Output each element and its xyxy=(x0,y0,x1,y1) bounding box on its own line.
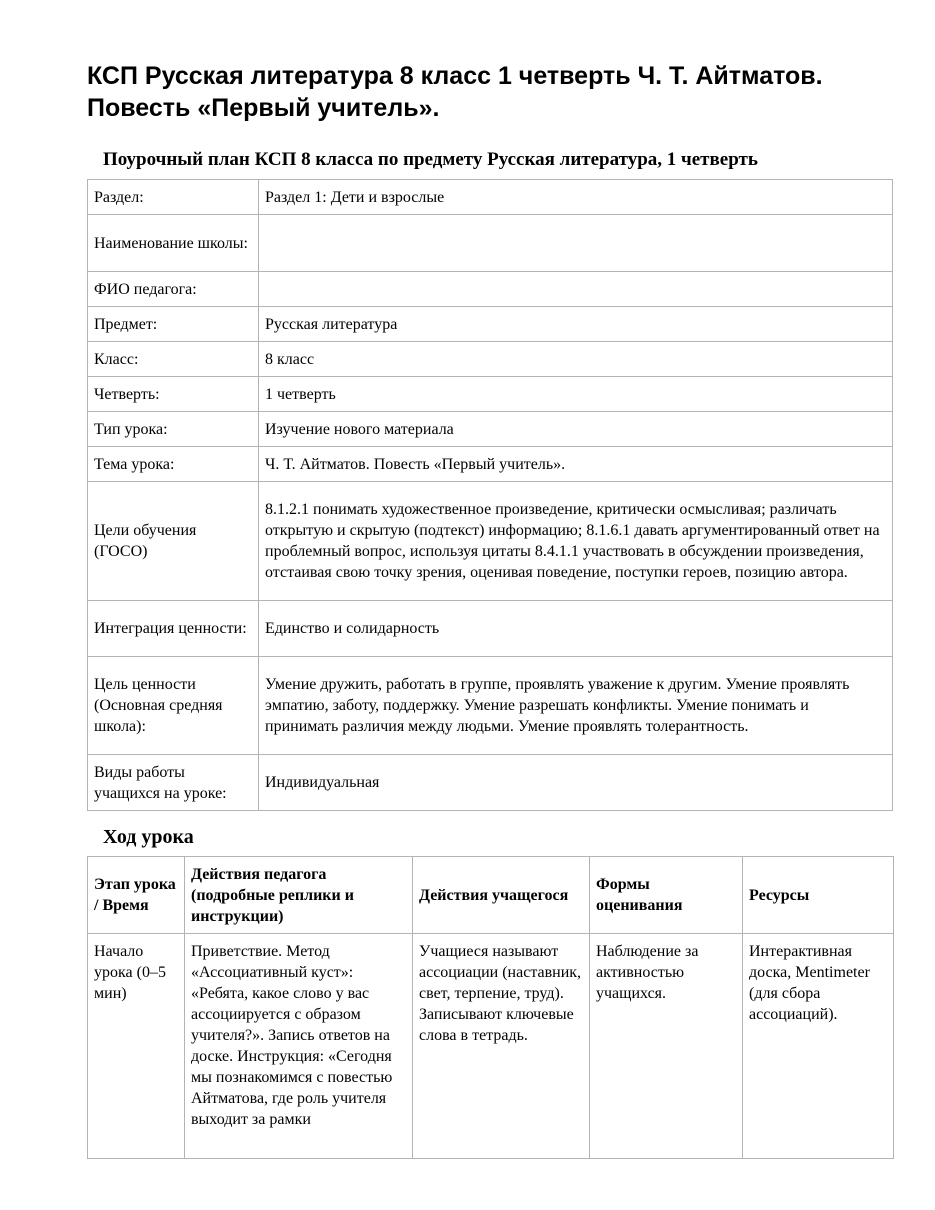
row-label: Наименование школы: xyxy=(88,215,259,272)
cell-student-actions: Учащиеся называют ассоциации (наставник, свет, терпение, труд). Записывают ключевые слова в тетрадь. xyxy=(413,934,590,1159)
table-row xyxy=(88,307,893,342)
row-label: Четверть: xyxy=(88,377,259,412)
row-value: Индивидуальная xyxy=(259,755,893,811)
cell-assessment: Наблюдение за активностью учащихся. xyxy=(590,934,743,1159)
row-value: 8 класс xyxy=(259,342,893,377)
lesson-info-table xyxy=(87,179,893,811)
table-row xyxy=(88,377,893,412)
row-label: ФИО педагога: xyxy=(88,272,259,307)
table-row xyxy=(88,412,893,447)
column-header-resources: Ресурсы xyxy=(743,857,894,934)
row-value xyxy=(259,215,893,272)
row-value: Единство и солидарность xyxy=(259,601,893,657)
table-row xyxy=(88,657,893,755)
column-header-student: Действия учащегося xyxy=(413,857,590,934)
row-value: 8.1.2.1 понимать художественное произведение, критически осмысливая; различать открытую и скрытую (подтекст) информацию; 8.1.6.1 давать аргументированный ответ на проблемный вопрос, используя цитаты 8.4.1.1 участвовать в обсуждении произведения, отстаивая свою точку зрения, оценивая поведение, поступки героев, позицию автора. xyxy=(259,482,893,601)
table-row xyxy=(88,272,893,307)
cell-resources: Интерактивная доска, Mentimeter (для сбора ассоциаций). xyxy=(743,934,894,1159)
row-label: Тема урока: xyxy=(88,447,259,482)
row-value: Русская литература xyxy=(259,307,893,342)
row-label: Виды работы учащихся на уроке: xyxy=(88,755,259,811)
row-label: Цель ценности (Основная средняя школа): xyxy=(88,657,259,755)
table-row xyxy=(88,755,893,811)
row-value xyxy=(259,272,893,307)
row-label: Интеграция ценности: xyxy=(88,601,259,657)
lesson-flow-table xyxy=(87,856,894,1159)
table-row xyxy=(88,601,893,657)
table-row xyxy=(88,482,893,601)
row-label: Предмет: xyxy=(88,307,259,342)
cell-teacher-actions: Приветствие. Метод «Ассоциативный куст»: «Ребята, какое слово у вас ассоциируется с образом учителя?». Запись ответов на доске. Инструкция: «Сегодня мы познакомимся с повестью Айтматова, где роль учителя выходит за рамки xyxy=(185,934,413,1159)
row-value: 1 четверть xyxy=(259,377,893,412)
row-label: Класс: xyxy=(88,342,259,377)
table-row xyxy=(88,180,893,215)
row-value: Раздел 1: Дети и взрослые xyxy=(259,180,893,215)
row-label: Раздел: xyxy=(88,180,259,215)
table-row xyxy=(88,934,894,1159)
plan-subtitle: Поурочный план КСП 8 класса по предмету Русская литература, 1 четверть xyxy=(103,149,758,170)
row-label: Цели обучения (ГОСО) xyxy=(88,482,259,601)
section-heading: Ход урока xyxy=(103,826,194,848)
row-label: Тип урока: xyxy=(88,412,259,447)
row-value: Умение дружить, работать в группе, проявлять уважение к другим. Умение проявлять эмпатию, заботу, поддержку. Умение разрешать конфликты. Умение понимать и принимать различия между людьми. Умение проявлять толерантность. xyxy=(259,657,893,755)
table-row xyxy=(88,215,893,272)
document-title: КСП Русская литература 8 класс 1 четверть Ч. Т. Айтматов. Повесть «Первый учитель». xyxy=(87,62,823,122)
row-value: Изучение нового материала xyxy=(259,412,893,447)
column-header-assessment: Формы оценивания xyxy=(590,857,743,934)
row-value: Ч. Т. Айтматов. Повесть «Первый учитель». xyxy=(259,447,893,482)
column-header-stage: Этап урока / Время xyxy=(88,857,185,934)
cell-stage: Начало урока (0–5 мин) xyxy=(88,934,185,1159)
table-row xyxy=(88,342,893,377)
table-header-row xyxy=(88,857,894,934)
column-header-teacher: Действия педагога (подробные реплики и инструкции) xyxy=(185,857,413,934)
table-row xyxy=(88,447,893,482)
